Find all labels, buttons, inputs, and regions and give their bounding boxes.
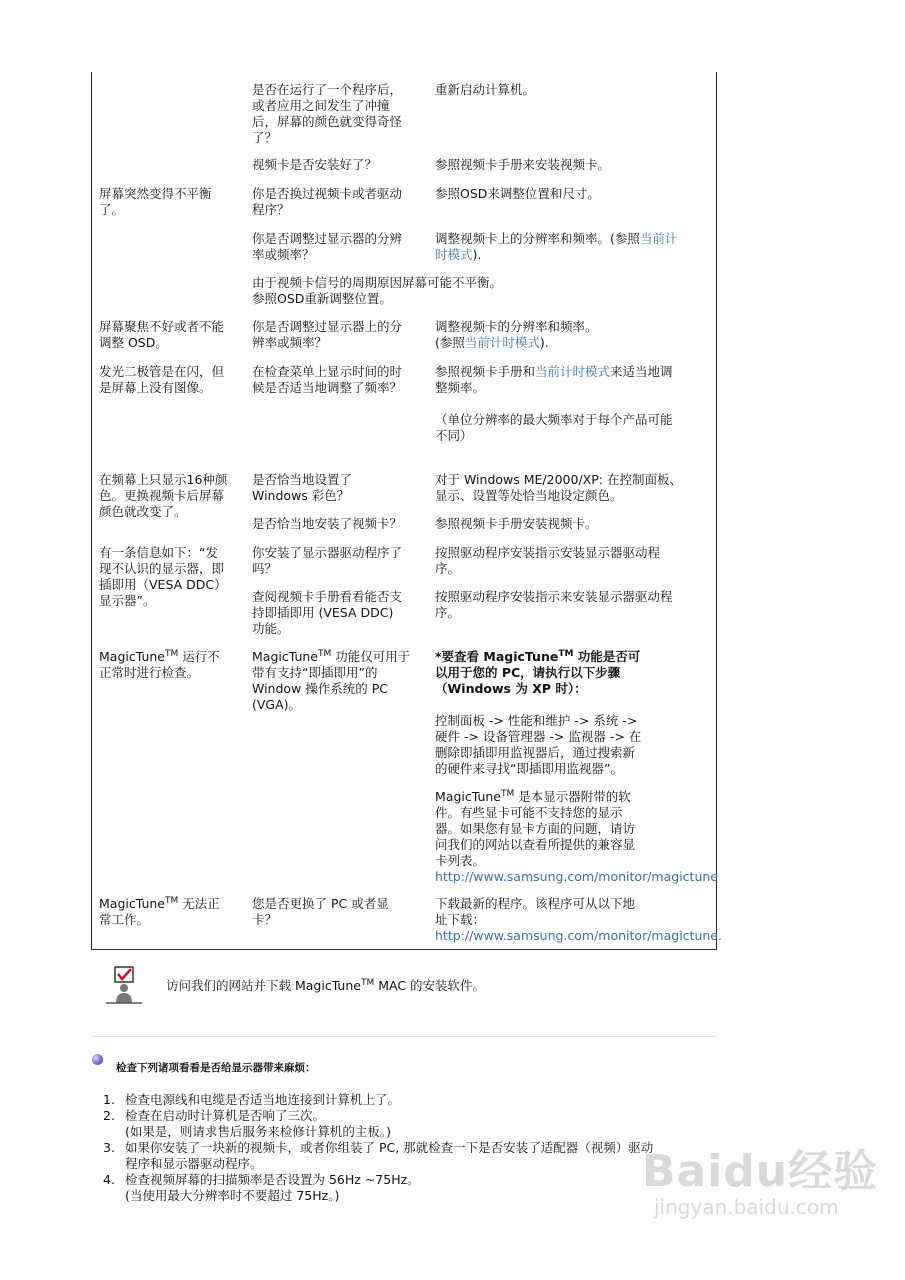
table-cell-question: 是否恰当地设置了 Windows 彩色？ xyxy=(252,472,353,503)
table-cell-solution: 参照OSD来调整位置和尺寸。 xyxy=(435,186,600,201)
product-name: MagicTune xyxy=(435,789,501,804)
list-text: 如果你安装了一块新的视频卡，或者你组装了 PC, 那就检查一下是否安装了适配器（视频）驱动 程序和显示器驱动程序。 xyxy=(125,1140,654,1171)
table-cell-question: 你是否调整过显示器上的分 辨率或频率？ xyxy=(252,319,403,350)
list-number: 1. xyxy=(103,1092,115,1107)
solution-text: 功能是否可 以用于您的 PC，请执行以下步骤 （Windows 为 XP 时）： xyxy=(435,649,641,696)
table-cell-solution: 参照视频卡手册安装视频卡。 xyxy=(435,516,598,531)
solution-text: 来适当地调 整频率。 xyxy=(435,364,673,395)
table-cell-solution: 重新启动计算机。 xyxy=(435,82,536,97)
solution-text: ). xyxy=(472,247,482,262)
timing-mode-link[interactable]: 当前计 时模式 xyxy=(435,231,678,262)
table-cell-question: 视频卡是否安装好了？ xyxy=(252,157,378,172)
table-cell-problem: 有一条信息如下：“发 现不认识的显示器，即 插即用（VESA DDC） 显示器”。 xyxy=(99,545,227,608)
product-name: MagicTune xyxy=(99,649,165,664)
note-text: MAC 的安装软件。 xyxy=(374,978,486,993)
list-text: 检查电源线和电缆是否适当地连接到计算机上了。 xyxy=(125,1092,401,1107)
solution-text: ). xyxy=(539,335,549,350)
problem-text: 无法正 常工作。 xyxy=(99,896,220,927)
trademark-mark: TM xyxy=(501,788,515,799)
solution-text: 是本显示器附带的软 件。有些显卡可能不支持您的显示 器。如果您有显卡方面的问题，请访 问我们的网站以查看所提供的兼容显 卡列表。 xyxy=(435,789,636,868)
table-cell-question: 您是否更换了 PC 或者显 卡？ xyxy=(252,896,389,927)
list-item xyxy=(103,1172,713,1204)
table-cell-solution xyxy=(435,364,707,396)
table-cell-question: 是否恰当地安装了视频卡？ xyxy=(252,516,403,531)
table-cell-solution: 对于 Windows ME/2000/XP: 在控制面板、 显示、设置等处恰当地设定颜色。 xyxy=(435,472,682,503)
bullet-icon xyxy=(92,1054,103,1065)
list-number: 4. xyxy=(103,1172,115,1187)
magictune-link[interactable]: http://www.samsung.com/monitor/magictune. xyxy=(435,928,722,943)
magictune-mac-note xyxy=(166,978,485,994)
table-cell-solution xyxy=(435,319,707,351)
solution-text: 参照视频卡手册和 xyxy=(435,364,536,379)
list-item xyxy=(103,1092,713,1108)
note-text: 访问我们的网站并下载 MagicTune xyxy=(166,978,361,993)
solution-text: 调整视频卡的分辨率和频率。 (参照 xyxy=(435,319,598,350)
trademark-mark: TM xyxy=(558,648,574,659)
solution-text: 下载最新的程序。该程序可从以下地 址下载： xyxy=(435,896,636,927)
table-cell-problem: 屏幕聚焦不好或者不能 调整 OSD。 xyxy=(99,319,225,350)
checklist-title: 检查下列诸项看看是否给显示器带来麻烦： xyxy=(116,1062,316,1074)
list-item xyxy=(103,1140,713,1172)
timing-mode-link[interactable]: 当前计时模式 xyxy=(535,364,611,379)
table-cell-problem xyxy=(99,649,244,681)
table-cell-question: 是否在运行了一个程序后， 或者应用之间发生了冲撞 后，屏幕的颜色就变得奇怪 了？ xyxy=(252,82,403,145)
table-cell-solution xyxy=(435,896,722,944)
table-cell-problem: 屏幕突然变得不平衡 了。 xyxy=(99,186,212,217)
list-text: 检查视频屏幕的扫描频率是否设置为 56Hz ~75Hz。 (当使用最大分辨率时不要超过 75Hz。) xyxy=(125,1172,420,1203)
solution-text: 调整视频卡上的分辨率和频率。(参照 xyxy=(435,231,640,246)
list-number: 3. xyxy=(103,1140,115,1155)
table-cell-solution xyxy=(435,649,707,697)
table-cell-problem xyxy=(99,896,244,928)
list-item xyxy=(103,1108,713,1140)
table-cell-solution xyxy=(435,788,718,885)
table-cell-question: 在检查菜单上显示时间的时 候是否适当地调整了频率？ xyxy=(252,364,403,395)
table-cell-solution: 按照驱动程序安装指示安装显示器驱动程 序。 xyxy=(435,545,661,576)
product-name: MagicTune xyxy=(99,896,165,911)
table-cell-question: 你是否换过视频卡或者驱动 程序？ xyxy=(252,186,403,217)
table-cell-question xyxy=(252,649,424,713)
trademark-mark: TM xyxy=(360,977,375,988)
trademark-mark: TM xyxy=(165,648,179,659)
table-cell-note: 由于视频卡信号的周期原因屏幕可能不平衡。 参照OSD重新调整位置。 xyxy=(252,275,503,306)
table-cell-solution: （单位分辨率的最大频率对于每个产品可能 不同） xyxy=(435,412,673,443)
baidu-watermark xyxy=(642,1148,878,1218)
problem-text: 运行不 正常时进行检查。 xyxy=(99,649,220,680)
table-cell-solution: 按照驱动程序安装指示来安装显示器驱动程 序。 xyxy=(435,589,673,620)
timing-mode-link[interactable]: 当前计时模式 xyxy=(464,335,540,350)
trademark-mark: TM xyxy=(318,648,332,659)
list-text: 检查在启动时计算机是否响了三次。 (如果是，则请求售后服务来检修计算机的主板。) xyxy=(125,1108,392,1139)
question-text: 功能仅可用于 带有支持“即插即用”的 Window 操作系统的 PC (VGA)。 xyxy=(252,649,411,712)
magictune-link[interactable]: http://www.samsung.com/monitor/magictune xyxy=(435,869,718,884)
list-number: 2. xyxy=(103,1108,115,1123)
table-cell-problem: 发光二极管是在闪，但 是屏幕上没有图像。 xyxy=(99,364,225,395)
solution-text: *要查看 MagicTune xyxy=(435,649,559,664)
table-cell-question: 你安装了显示器驱动程序了 吗？ xyxy=(252,545,403,576)
watermark-url: jingyan.baidu.com xyxy=(654,1195,839,1219)
table-cell-question: 你是否调整过显示器的分辨 率或频率？ xyxy=(252,231,403,262)
checklist xyxy=(103,1092,713,1204)
watermark-logo: Baidu经验 xyxy=(642,1146,879,1197)
table-cell-problem: 在频幕上只显示16种颜 色。更换视频卡后屏幕 颜色就改变了。 xyxy=(99,472,228,519)
trademark-mark: TM xyxy=(165,895,179,906)
note-checkmark-icon xyxy=(104,966,144,1004)
table-cell-question: 查阅视频卡手册看看能否支 持即插即用 (VESA DDC) 功能。 xyxy=(252,589,403,636)
table-cell-solution: 控制面板 -> 性能和维护 -> 系统 -> 硬件 -> 设备管理器 -> 监视器 -> 在 删除即插即用监视器后，通过搜索新 的硬件来寻找“即插即用监视器”。 xyxy=(435,713,642,776)
product-name: MagicTune xyxy=(252,649,318,664)
table-cell-solution: 参照视频卡手册来安装视频卡。 xyxy=(435,157,611,172)
section-divider xyxy=(91,1036,717,1037)
table-cell-solution xyxy=(435,231,707,263)
